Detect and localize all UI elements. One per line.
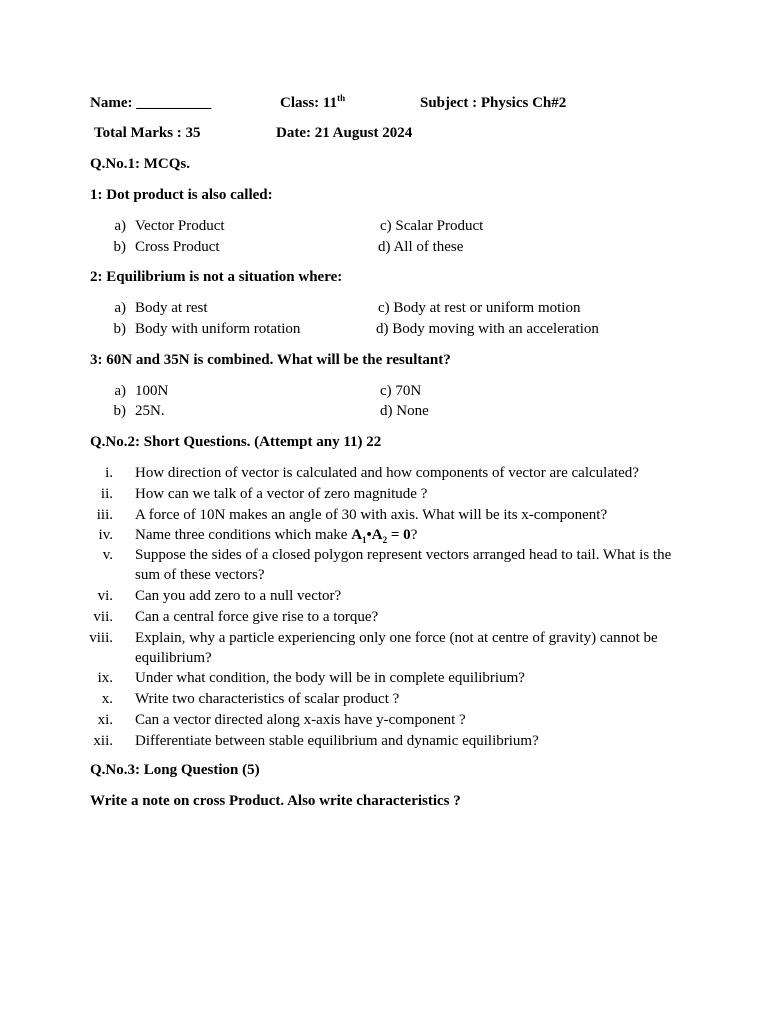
mcq-3-option-c-text: 70N [395,383,422,399]
formula-sub2: 2 [382,535,388,545]
mcq-1-option-d-letter: d) [378,239,391,255]
name-label: Name: [90,95,133,111]
short-question-text: A force of 10N makes an angle of 30 with axis. What will be its x-component? [135,507,608,523]
short-question-text: Suppose the sides of a closed polygon represent vectors arranged head to tail. What is the sum of these vectors? [135,547,672,583]
short-question-text: Differentiate between stable equilibrium and dynamic equilibrium? [135,733,539,749]
name-blank: __________ [136,95,212,111]
mcq-3-option-d [380,402,429,420]
formula-sub1: 1 [362,535,367,545]
formula-dot-a2: •A [366,527,383,543]
mcq-3-option-a: 100N [135,383,169,399]
mcq-1-option-d-text: All of these [393,239,464,255]
short-question-text: Write two characteristics of scalar product ? [135,691,400,707]
mcq-3-option-a-letter: a) [114,383,126,399]
mcq-3-option-d-letter: d) [380,403,393,419]
mcq-2-option-b-letter: b) [113,321,126,337]
short-question-num: xi. [97,712,113,728]
name-field [90,94,211,112]
short-question-text: Explain, why a particle experiencing only one force (not at centre of gravity) cannot be equilibrium? [135,630,658,666]
mcq-2-option-b: Body with uniform rotation [135,321,301,337]
mcq-2-question: 2: Equilibrium is not a situation where: [90,269,343,285]
short-question-text: Under what condition, the body will be in complete equilibrium? [135,670,525,686]
mcq-2-option-a: Body at rest [135,300,208,316]
dot-product-formula [351,527,411,543]
mcq-1-option-c-letter: c) [380,218,392,234]
short-question-num: vii. [93,609,113,625]
short-question-text: Can a central force give rise to a torque? [135,609,379,625]
short-question-num: iii. [96,507,113,523]
formula-equals-zero: = 0 [387,527,411,543]
q3-heading: Q.No.3: Long Question (5) [90,762,260,778]
short-question-text: How direction of vector is calculated and how components of vector are calculated? [135,465,639,481]
short-question-text: Can a vector directed along x-axis have y-component ? [135,712,466,728]
short-question-num: viii. [89,630,113,646]
short-question-num: ix. [97,670,113,686]
short-question-text: Can you add zero to a null vector? [135,588,342,604]
mcq-1-option-c [380,217,483,235]
q3-question: Write a note on cross Product. Also write characteristics ? [90,793,461,809]
mcq-3-option-c-letter: c) [380,383,392,399]
subject-field: Subject : Physics Ch#2 [420,95,567,111]
mcq-2-option-a-letter: a) [114,300,126,316]
formula-a1: A [351,527,363,543]
short-question-text [135,526,417,544]
mcq-3-option-b: 25N. [135,403,165,419]
mcq-1-question: 1: Dot product is also called: [90,187,273,203]
class-field [280,94,345,112]
mcq-3-question: 3: 60N and 35N is combined. What will be the resultant? [90,352,451,368]
short-question-text-end: ? [410,527,418,543]
mcq-2-option-c-text: Body at rest or uniform motion [393,300,581,316]
short-question-num: vi. [97,588,113,604]
short-question-num: ii. [100,486,113,502]
total-marks: Total Marks : 35 [94,125,201,141]
mcq-1-option-d [378,238,463,256]
short-question-text: How can we talk of a vector of zero magnitude ? [135,486,428,502]
mcq-3-option-c [380,382,421,400]
q2-heading: Q.No.2: Short Questions. (Attempt any 11) 22 [90,434,382,450]
mcq-2-option-d [376,320,599,338]
short-question-num: iv. [98,527,113,543]
mcq-1-option-c-text: Scalar Product [395,218,484,234]
mcq-2-option-c-letter: c) [378,300,390,316]
mcq-2-option-c [378,299,580,317]
mcq-2-option-d-letter: d) [376,321,389,337]
class-label: Class: 11 [280,95,338,111]
mcq-3-option-b-letter: b) [113,403,126,419]
mcq-1-option-b-letter: b) [113,239,126,255]
exam-date: Date: 21 August 2024 [276,125,413,141]
short-question-num: x. [101,691,113,707]
short-question-num: i. [105,465,113,481]
mcq-2-option-d-text: Body moving with an acceleration [392,321,599,337]
mcq-1-option-b: Cross Product [135,239,220,255]
mcq-1-option-a-letter: a) [114,218,126,234]
class-superscript: th [337,93,346,103]
mcq-3-option-d-text: None [396,403,429,419]
short-question-num: v. [102,547,113,563]
q1-heading: Q.No.1: MCQs. [90,156,190,172]
short-question-text-part: Name three conditions which make [135,527,352,543]
short-question-num: xii. [93,733,113,749]
mcq-1-option-a: Vector Product [135,218,225,234]
